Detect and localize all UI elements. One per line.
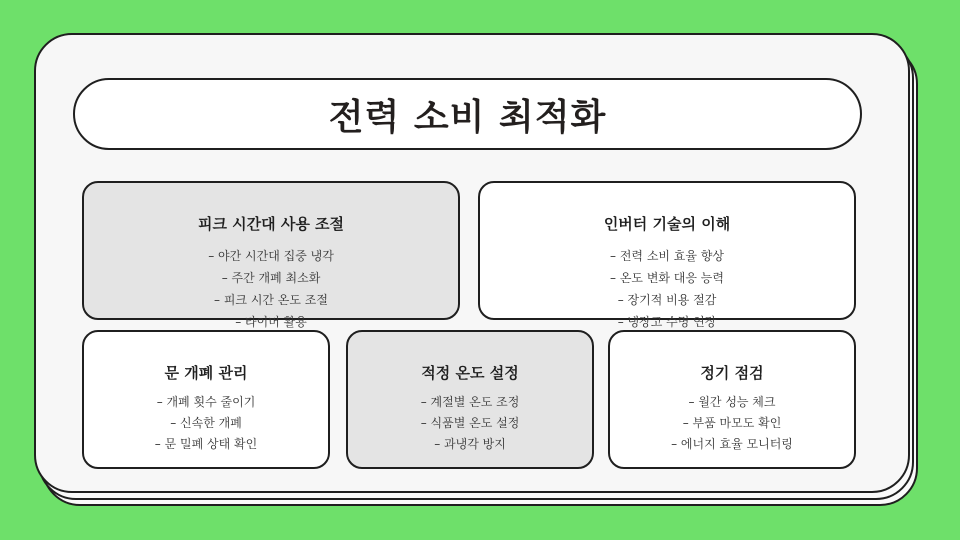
- list-item: – 에너지 효율 모니터링: [671, 437, 793, 451]
- card-inverter-technology: [478, 181, 856, 329]
- card-title: 정기 점검: [700, 364, 764, 382]
- list-item: – 계절별 온도 조정: [420, 395, 520, 409]
- card-item-list: [480, 245, 854, 333]
- slide-title: 전력 소비 최적화: [328, 96, 607, 138]
- list-item: – 장기적 비용 절감: [617, 293, 717, 307]
- title-banner: [73, 78, 862, 150]
- list-item: – 과냉각 방지: [434, 437, 506, 451]
- card-item-list: [610, 392, 854, 455]
- card-door-management: [82, 330, 330, 469]
- list-item: – 신속한 개폐: [170, 416, 242, 430]
- card-title: 문 개폐 관리: [164, 364, 248, 382]
- list-item: – 부품 마모도 확인: [682, 416, 782, 430]
- list-item: – 야간 시간대 집중 냉각: [208, 249, 334, 263]
- card-title: 피크 시간대 사용 조절: [197, 215, 345, 233]
- list-item: – 온도 변화 대응 능력: [610, 271, 724, 285]
- list-item: – 개폐 횟수 줄이기: [156, 395, 256, 409]
- card-item-list: [84, 392, 328, 455]
- card-title: 인버터 기술의 이해: [603, 215, 731, 233]
- list-item: – 전력 소비 효율 향상: [610, 249, 724, 263]
- list-item: – 식품별 온도 설정: [420, 416, 520, 430]
- list-item: – 타이머 활용: [235, 315, 307, 329]
- card-peak-hours: [82, 181, 460, 329]
- card-item-list: [348, 392, 592, 455]
- list-item: – 월간 성능 체크: [688, 395, 776, 409]
- list-item: – 냉장고 수명 연장: [617, 315, 717, 329]
- card-title: 적정 온도 설정: [421, 364, 519, 382]
- list-item: – 문 밀폐 상태 확인: [154, 437, 258, 451]
- list-item: – 피크 시간 온도 조절: [214, 293, 328, 307]
- card-item-list: [84, 245, 458, 333]
- card-regular-inspection: [608, 330, 856, 469]
- list-item: – 주간 개폐 최소화: [221, 271, 321, 285]
- card-temperature-setting: [346, 330, 594, 469]
